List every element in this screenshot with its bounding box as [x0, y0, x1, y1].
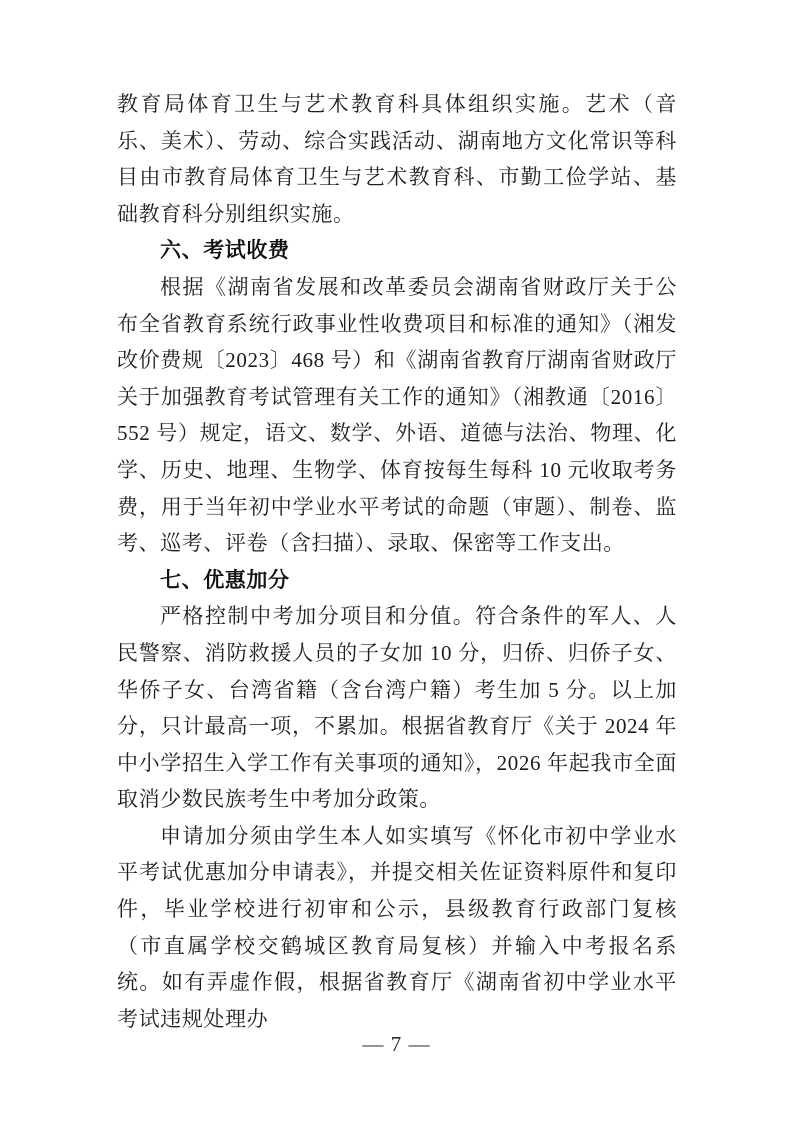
body-paragraph: 根据《湖南省发展和改革委员会湖南省财政厅关于公布全省教育系统行政事业性收费项目和标准的通知》（湘发改价费规〔2023〕468 号）和《湖南省教育厅湖南省财政厅关于加强教育考试管理有关工作的通知》（湘教通〔2016〕552 号）规定，语文、数学、外语、道德与法治、物理、化学、历史、地理、生物学、体育按每生每科 10 元收取考务费，用于当年初中学业水平考试的命题（审题）、制卷、监考、巡考、评卷（含扫描）、录取、保密等工作支出。 — [117, 274, 677, 556]
document-body — [117, 86, 677, 1037]
section-heading: 七、优惠加分 — [160, 567, 290, 592]
section-heading: 六、考试收费 — [160, 238, 290, 263]
body-paragraph: 申请加分须由学生本人如实填写《怀化市初中学业水平考试优惠加分申请表》，并提交相关佐证资料原件和复印件，毕业学校进行初审和公示，县级教育行政部门复核（市直属学校交鹤城区教育局复核）并输入中考报名系统。如有弄虚作假，根据省教育厅《湖南省初中学业水平考试违规处理办 — [117, 823, 677, 1031]
body-paragraph: 严格控制中考加分项目和分值。符合条件的军人、人民警察、消防救援人员的子女加 10 分，归侨、归侨子女、华侨子女、台湾省籍（含台湾户籍）考生加 5 分。以上加分，只计最高一项，不累加。根据省教育厅《关于 2024 年中小学招生入学工作有关事项的通知》，2026 年起我市全面取消少数民族考生中考加分政策。 — [117, 604, 677, 812]
body-paragraph: 教育局体育卫生与艺术教育科具体组织实施。艺术（音乐、美术）、劳动、综合实践活动、湖南地方文化常识等科目由市教育局体育卫生与艺术教育科、市勤工俭学站、基础教育科分别组织实施。 — [117, 92, 677, 226]
page-number: — 7 — — [362, 1032, 431, 1056]
